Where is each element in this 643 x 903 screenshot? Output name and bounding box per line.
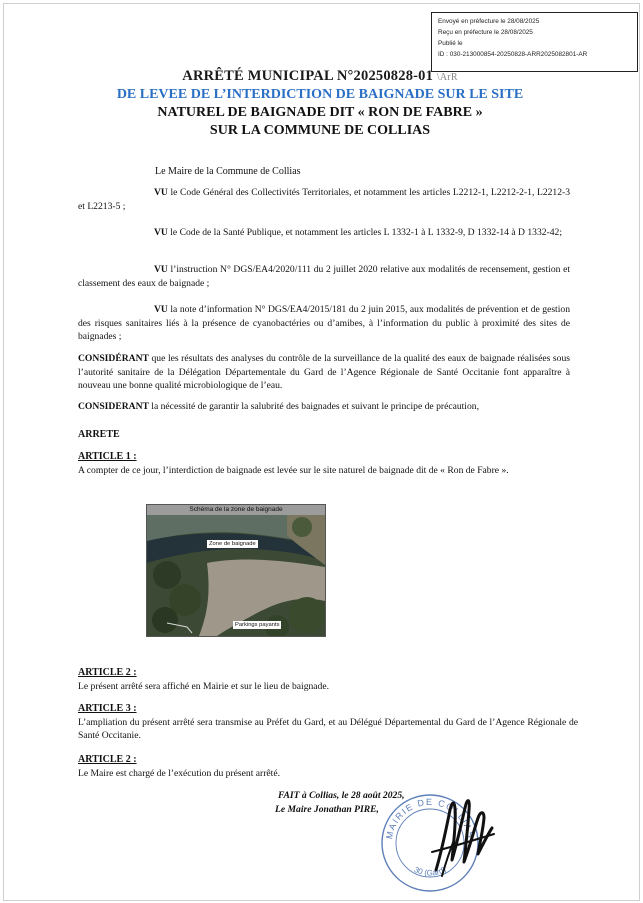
signature-place-date: FAIT à Collias, le 28 août 2025,	[278, 790, 405, 801]
seal-top-text: MAIRIE DE COLLIAS	[384, 796, 476, 840]
vu-paragraph-1: VU le Code Général des Collectivités Territoriales, et notamment les articles L2212-1, L2212-2-1, L2212-3 et L2213-5 ;	[78, 187, 570, 212]
title-line-3: NATUREL DE BAIGNADE DIT « RON DE FABRE »	[157, 105, 483, 120]
considerant-paragraph-2: CONSIDERANT la nécessité de garantir la salubrité des baignades et suivant le principe de précaution,	[78, 401, 479, 412]
article-2-title: ARTICLE 2 :	[78, 667, 137, 678]
vu-paragraph-4: VU la note d’information N° DGS/EA4/2015/181 du 2 juin 2015, aux modalités de prévention et de gestion des risques sanitaires liés à la présence de cyanobactéries ou d’amibes, à l’information du public à proximité des sites de baignades ;	[78, 304, 570, 342]
seal-bottom-text: 30 (Gard)	[412, 864, 448, 878]
stamp-sent: Envoyé en préfecture le 28/08/2025	[438, 18, 540, 25]
title-line-2: DE LEVEE DE L’INTERDICTION DE BAIGNADE SUR LE SITE	[116, 87, 524, 102]
document-header	[60, 68, 580, 140]
handwritten-signature	[428, 790, 498, 880]
stamp-id: ID : 030-213000854-20250828-ARR2025082801-AR	[438, 51, 588, 58]
prefecture-stamp	[431, 12, 638, 72]
article-3-title: ARTICLE 3 :	[78, 703, 137, 714]
vu-paragraph-3: VU l’instruction N° DGS/EA4/2020/111 du 2 juillet 2020 relative aux modalités de recensement, gestion et classement des eaux de baignade ;	[78, 264, 570, 289]
considerant-paragraph-1: CONSIDÉRANT que les résultats des analyses du contrôle de la surveillance de la qualité des eaux de baignade réalisées sous l’autorité sanitaire de la Délégation Départementale du Gard de l’Agence Régionale de Santé Occitanie font apparaître à nouveau une bonne qualité microbiologique de l’eau.	[78, 353, 570, 391]
vu-paragraph-2: VU le Code de la Santé Publique, et notamment les articles L 1332-1 à L 1332-9, D 1332-14 à D 1332-42;	[154, 227, 563, 238]
article-1-title: ARTICLE 1 :	[78, 451, 137, 462]
title-line-4: SUR LA COMMUNE DE COLLIAS	[209, 123, 431, 138]
intro-line: Le Maire de la Commune de Collias	[155, 166, 301, 177]
title-line-1: ARRÊTÉ MUNICIPAL N°20250828-01 \ArR	[182, 68, 458, 84]
map-heading: Schéma de la zone de baignade	[147, 505, 325, 515]
article-2-text: Le présent arrêté sera affiché en Mairie et sur le lieu de baignade.	[78, 681, 329, 692]
map-label-parking: Parkings payants	[235, 622, 280, 628]
bathing-zone-map	[146, 504, 326, 637]
stamp-received: Reçu en préfecture le 28/08/2025	[438, 29, 533, 36]
article-3-text: L’ampliation du présent arrêté sera transmise au Préfet du Gard, et au Délégué Départemental du Gard de l’Agence Régionale de Santé Occitanie.	[78, 717, 578, 741]
arrete-heading: ARRETE	[78, 429, 120, 440]
stamp-published: Publié le	[438, 40, 463, 47]
map-label-zone: Zone de baignade	[209, 541, 256, 547]
article-4-title: ARTICLE 2 :	[78, 754, 137, 765]
article-1-text: A compter de ce jour, l’interdiction de baignade est levée sur le site naturel de baignade dit de « Ron de Fabre ».	[78, 465, 509, 476]
article-4-text: Le Maire est chargé de l’exécution du présent arrêté.	[78, 768, 280, 779]
aerial-photo	[147, 505, 325, 636]
signature-mayor-name: Le Maire Jonathan PIRE,	[275, 804, 379, 815]
